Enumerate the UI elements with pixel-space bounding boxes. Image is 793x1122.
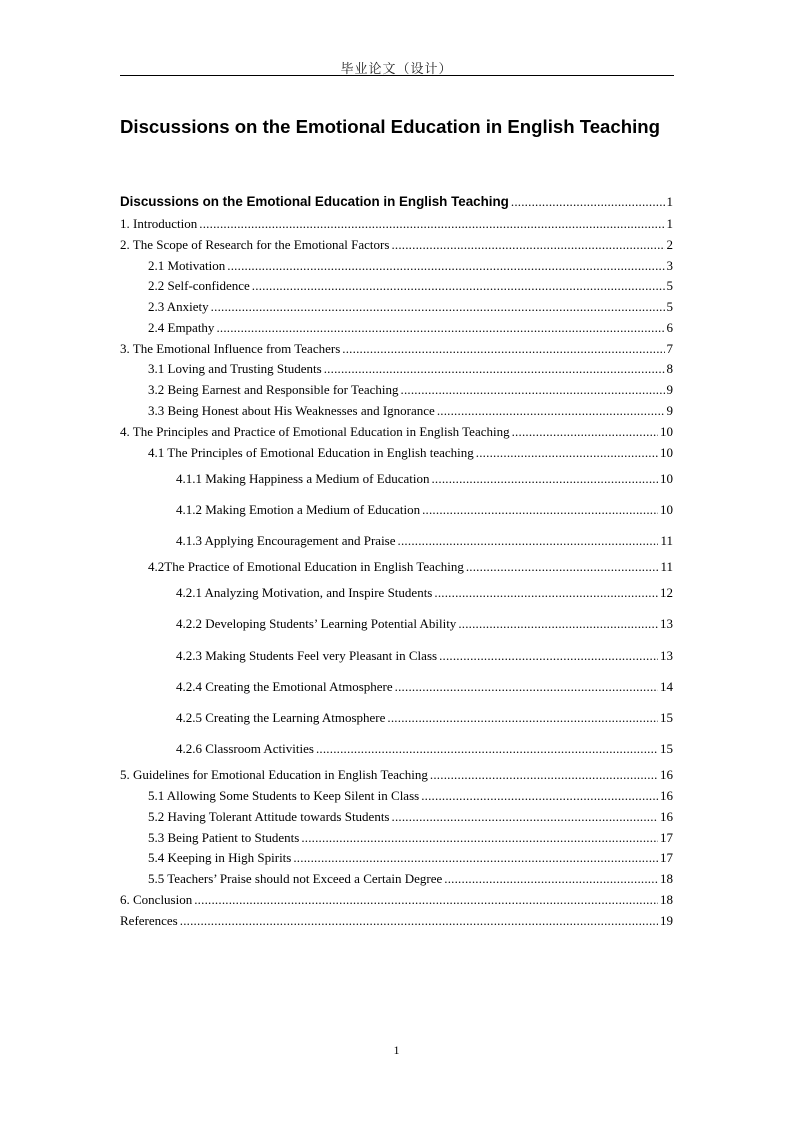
toc-entry-label: 5.3 Being Patient to Students bbox=[148, 830, 300, 845]
toc-leader bbox=[194, 892, 658, 908]
toc-entry-label: 4.1.3 Applying Encouragement and Praise bbox=[176, 533, 396, 548]
toc-entry[interactable] bbox=[176, 502, 673, 518]
toc-entry[interactable] bbox=[148, 871, 673, 887]
toc-page-number: 10 bbox=[660, 445, 673, 460]
toc-leader bbox=[439, 648, 658, 664]
toc-page-number: 18 bbox=[660, 871, 673, 886]
toc-entry-label: 2.2 Self-confidence bbox=[148, 278, 250, 293]
toc-page-number: 13 bbox=[660, 648, 673, 663]
toc-leader bbox=[293, 850, 658, 866]
toc-entry[interactable] bbox=[148, 299, 673, 315]
toc-leader bbox=[458, 616, 658, 632]
toc-entry[interactable] bbox=[120, 424, 673, 440]
toc-entry-label: 2.3 Anxiety bbox=[148, 299, 209, 314]
toc-entry[interactable] bbox=[148, 445, 673, 461]
toc-entry-label: 4.1 The Principles of Emotional Education in English teaching bbox=[148, 445, 474, 460]
toc-entry[interactable] bbox=[148, 830, 673, 846]
toc-page-number: 10 bbox=[660, 424, 673, 439]
toc-entry[interactable] bbox=[148, 559, 673, 575]
toc-entry[interactable] bbox=[176, 679, 673, 695]
toc-entry-label: 3.3 Being Honest about His Weaknesses and Ignorance bbox=[148, 403, 435, 418]
toc-page-number: 15 bbox=[660, 710, 673, 725]
toc-entry[interactable] bbox=[120, 767, 673, 783]
toc-leader bbox=[391, 237, 664, 253]
toc-entry[interactable] bbox=[176, 616, 673, 632]
toc-leader bbox=[430, 767, 658, 783]
toc-page-number: 10 bbox=[660, 471, 673, 486]
page-number: 1 bbox=[393, 1043, 400, 1057]
toc-page-number: 17 bbox=[660, 830, 673, 845]
toc-leader bbox=[227, 258, 664, 274]
toc-entry-label: 4. The Principles and Practice of Emotional Education in English Teaching bbox=[120, 424, 510, 439]
toc-page-number: 9 bbox=[666, 403, 673, 418]
toc-entry[interactable] bbox=[120, 237, 673, 253]
toc-leader bbox=[342, 341, 664, 357]
toc-leader bbox=[252, 278, 665, 294]
toc-leader bbox=[434, 585, 658, 601]
toc-entry-label: 6. Conclusion bbox=[120, 892, 193, 907]
toc-page-number: 16 bbox=[660, 809, 673, 824]
toc-leader bbox=[444, 871, 658, 887]
toc-entry[interactable] bbox=[148, 788, 673, 804]
toc-entry[interactable] bbox=[176, 585, 673, 601]
toc-entry-label: 5.1 Allowing Some Students to Keep Silent in Class bbox=[148, 788, 420, 803]
toc-entry-label: 4.2The Practice of Emotional Education in English Teaching bbox=[148, 559, 464, 574]
toc-page-number: 14 bbox=[660, 679, 673, 694]
toc-entry-label: 3. The Emotional Influence from Teachers bbox=[120, 341, 341, 356]
toc-entry-heading[interactable] bbox=[120, 194, 673, 210]
toc-entry-label: Discussions on the Emotional Education in English Teaching bbox=[120, 194, 509, 209]
toc-leader bbox=[431, 471, 658, 487]
toc-entry-label: 4.2.5 Creating the Learning Atmosphere bbox=[176, 710, 386, 725]
toc-leader bbox=[211, 299, 665, 315]
toc-page-number: 15 bbox=[660, 741, 673, 756]
toc-entry-label: 2. The Scope of Research for the Emotional Factors bbox=[120, 237, 390, 252]
toc-entry-label: 5.5 Teachers’ Praise should not Exceed a Certain Degree bbox=[148, 871, 443, 886]
toc-leader bbox=[476, 445, 658, 461]
toc-page-number: 18 bbox=[660, 892, 673, 907]
toc-entry-label: 4.2.2 Developing Students’ Learning Potential Ability bbox=[176, 616, 457, 631]
toc-page-number: 3 bbox=[666, 258, 673, 273]
toc-entry[interactable] bbox=[176, 648, 673, 664]
toc-entry-label: 2.4 Empathy bbox=[148, 320, 215, 335]
toc-page-number: 1 bbox=[666, 194, 673, 209]
toc-entry-label: 4.2.4 Creating the Emotional Atmosphere bbox=[176, 679, 393, 694]
toc-entry[interactable] bbox=[148, 320, 673, 336]
toc-entry[interactable] bbox=[148, 850, 673, 866]
toc-entry-label: 4.2.6 Classroom Activities bbox=[176, 741, 314, 756]
document-title: Discussions on the Emotional Education in English Teaching bbox=[120, 116, 660, 137]
toc-leader bbox=[199, 216, 664, 232]
toc-leader bbox=[316, 741, 658, 757]
toc-entry[interactable] bbox=[148, 382, 673, 398]
toc-page-number: 19 bbox=[660, 913, 673, 928]
toc-page-number: 5 bbox=[666, 278, 673, 293]
toc-page-number: 17 bbox=[660, 850, 673, 865]
toc-entry-label: 4.1.2 Making Emotion a Medium of Education bbox=[176, 502, 421, 517]
toc-leader bbox=[511, 194, 665, 210]
toc-entry-label: 4.1.1 Making Happiness a Medium of Education bbox=[176, 471, 430, 486]
toc-entry[interactable] bbox=[176, 471, 673, 487]
toc-leader bbox=[437, 403, 665, 419]
toc-entry-label: 2.1 Motivation bbox=[148, 258, 226, 273]
toc-leader bbox=[421, 788, 658, 804]
toc-page-number: 1 bbox=[666, 216, 673, 231]
toc-entry[interactable] bbox=[148, 403, 673, 419]
toc-leader bbox=[422, 502, 658, 518]
toc-page-number: 11 bbox=[660, 559, 673, 574]
toc-page-number: 10 bbox=[660, 502, 673, 517]
toc-entry-label: 4.2.3 Making Students Feel very Pleasant in Class bbox=[176, 648, 438, 663]
toc-page-number: 7 bbox=[666, 341, 673, 356]
toc-leader bbox=[392, 809, 659, 825]
toc-page-number: 6 bbox=[666, 320, 673, 335]
toc-entry-label: 5.4 Keeping in High Spirits bbox=[148, 850, 292, 865]
toc-entry-label: 3.2 Being Earnest and Responsible for Teaching bbox=[148, 382, 399, 397]
toc-page-number: 9 bbox=[666, 382, 673, 397]
header-rule bbox=[120, 75, 674, 76]
toc-page-number: 8 bbox=[666, 361, 673, 376]
toc-entry-label: 4.2.1 Analyzing Motivation, and Inspire Students bbox=[176, 585, 433, 600]
toc-leader bbox=[395, 679, 658, 695]
toc-entry[interactable] bbox=[120, 341, 673, 357]
toc-entry[interactable] bbox=[120, 913, 673, 929]
toc-entry-label: References bbox=[120, 913, 178, 928]
toc-entry-label: 5.2 Having Tolerant Attitude towards Students bbox=[148, 809, 390, 824]
toc-leader bbox=[387, 710, 658, 726]
toc-leader bbox=[466, 559, 659, 575]
toc-entry[interactable] bbox=[120, 892, 673, 908]
toc-entry[interactable] bbox=[148, 278, 673, 294]
toc-entry[interactable] bbox=[176, 741, 673, 757]
toc-entry[interactable] bbox=[120, 216, 673, 232]
toc-leader bbox=[398, 533, 659, 549]
toc-leader bbox=[180, 913, 658, 929]
toc-page-number: 5 bbox=[666, 299, 673, 314]
toc-page-number: 16 bbox=[660, 767, 673, 782]
toc-entry[interactable] bbox=[148, 361, 673, 377]
toc-entry[interactable] bbox=[176, 710, 673, 726]
toc-page-number: 12 bbox=[660, 585, 673, 600]
toc-entry-label: 5. Guidelines for Emotional Education in English Teaching bbox=[120, 767, 428, 782]
toc-entry[interactable] bbox=[148, 258, 673, 274]
toc-page-number: 11 bbox=[660, 533, 673, 548]
toc-page-number: 13 bbox=[660, 616, 673, 631]
toc-leader bbox=[401, 382, 665, 398]
running-header: 毕业论文（设计） bbox=[340, 62, 453, 77]
toc-entry[interactable] bbox=[148, 809, 673, 825]
toc-leader bbox=[301, 830, 658, 846]
toc-entry-label: 1. Introduction bbox=[120, 216, 198, 231]
toc-entry-label: 3.1 Loving and Trusting Students bbox=[148, 361, 322, 376]
toc-page-number: 2 bbox=[666, 237, 673, 252]
toc-entry[interactable] bbox=[176, 533, 673, 549]
toc-page-number: 16 bbox=[660, 788, 673, 803]
toc-leader bbox=[512, 424, 658, 440]
toc-leader bbox=[324, 361, 665, 377]
toc-leader bbox=[216, 320, 664, 336]
